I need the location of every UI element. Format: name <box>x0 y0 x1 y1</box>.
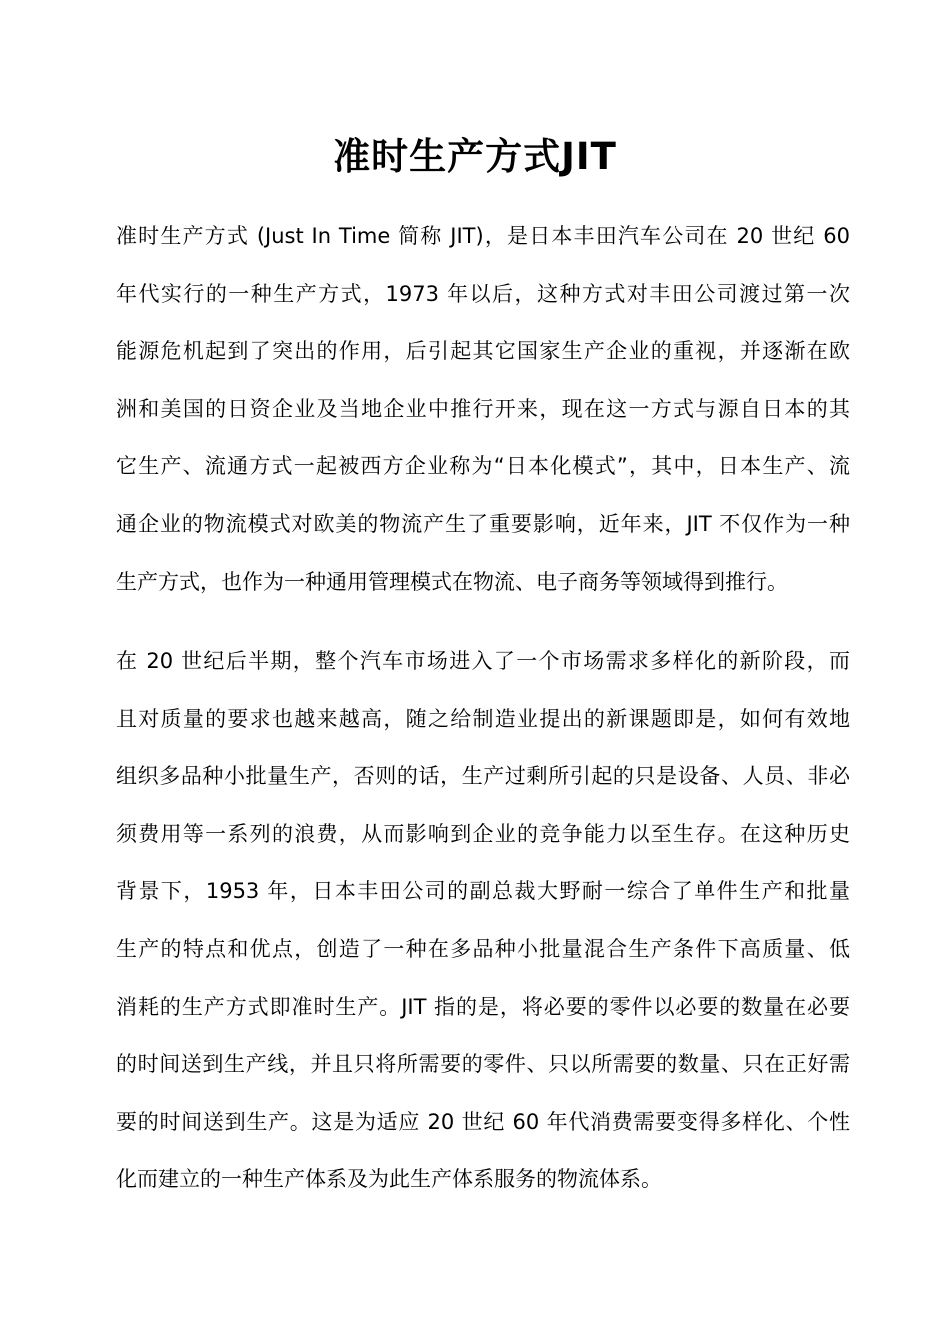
document-title: 准时生产方式JIT <box>333 135 617 178</box>
text-line: 它生产、流通方式一起被西方企业称为“日本化模式”，其中，日本生产、流 <box>116 454 850 479</box>
text-line: 能源危机起到了突出的作用，后引起其它国家生产企业的重视，并逐渐在欧 <box>116 339 850 364</box>
text-line: 通企业的物流模式对欧美的物流产生了重要影响，近年来，JIT 不仅作为一种 <box>116 511 850 536</box>
text-line: 洲和美国的日资企业及当地企业中推行开来，现在这一方式与源自日本的其 <box>116 396 850 421</box>
text-line: 化而建立的一种生产体系及为此生产体系服务的物流体系。 <box>116 1167 662 1192</box>
paragraph-history <box>116 641 850 1217</box>
text-line: 要的时间送到生产。这是为适应 20 世纪 60 年代消费需要变得多样化、个性 <box>116 1109 850 1134</box>
text-line: 准时生产方式 (Just In Time 简称 JIT)，是日本丰田汽车公司在 20 世纪 60 <box>116 224 850 248</box>
text-line: 的时间送到生产线，并且只将所需要的零件、只以所需要的数量、只在正好需 <box>116 1052 850 1077</box>
text-line: 消耗的生产方式即准时生产。JIT 指的是，将必要的零件以必要的数量在必要 <box>116 994 850 1019</box>
text-line: 生产方式，也作为一种通用管理模式在物流、电子商务等领域得到推行。 <box>116 569 788 594</box>
text-line: 生产的特点和优点，创造了一种在多品种小批量混合生产条件下高质量、低 <box>116 936 850 961</box>
text-line: 年代实行的一种生产方式，1973 年以后，这种方式对丰田公司渡过第一次 <box>116 281 850 306</box>
paragraph-intro <box>116 216 850 619</box>
text-line: 且对质量的要求也越来越高，随之给制造业提出的新课题即是，如何有效地 <box>116 706 850 731</box>
text-line: 须费用等一系列的浪费，从而影响到企业的竞争能力以至生存。在这种历史 <box>116 821 850 846</box>
text-line: 背景下，1953 年，日本丰田公司的副总裁大野耐一综合了单件生产和批量 <box>116 879 850 904</box>
text-line: 在 20 世纪后半期，整个汽车市场进入了一个市场需求多样化的新阶段，而 <box>116 649 850 673</box>
text-line: 组织多品种小批量生产，否则的话，生产过剩所引起的只是设备、人员、非必 <box>116 764 850 789</box>
